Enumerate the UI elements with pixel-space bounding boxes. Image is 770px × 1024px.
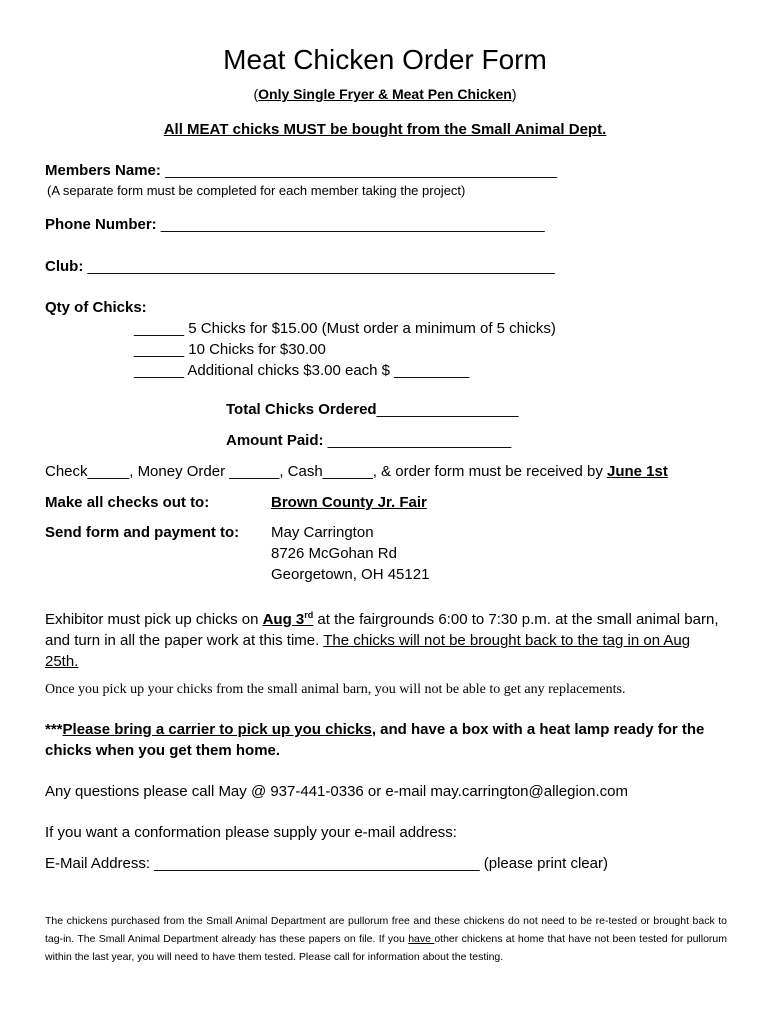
email-row [45,855,608,872]
total-chicks-row [226,401,518,418]
pullorum-footer [45,912,727,966]
email-hint: (please print clear) [479,855,608,872]
subtitle-text: Only Single Fryer & Meat Pen Chicken [258,86,512,102]
amount-paid-label: Amount Paid: [226,432,324,449]
amount-paid-field[interactable]: ______________________ [327,432,512,449]
carrier-rest: , and have a box with a heat lamp ready for the chicks when you get them home. [45,721,705,759]
pickup-text-1: Exhibitor must pick up chicks on [45,611,263,628]
footer-have: have [408,933,435,945]
qty-option-10[interactable]: ______ 10 Chicks for $30.00 [134,341,326,358]
member-name-row [45,162,557,179]
replacement-note: Once you pick up your chicks from the small animal barn, you will not be able to get any replacements. [45,682,626,697]
confirmation-prompt: If you want a conformation please supply your e-mail address: [45,824,457,841]
page-subtitle: (Only Single Fryer & Meat Pen Chicken) [253,86,517,102]
contact-line: Any questions please call May @ 937-441-0336 or e-mail may.carrington@allegion.com [45,783,628,800]
footer-text-2: other chickens at home that have not been tested for pullorum within the last year, you will need to have them tested. Please call for information about the testing. [45,933,727,963]
address-line-1: May Carrington [271,524,374,541]
pickup-date [263,611,314,628]
phone-field[interactable]: ______________________________________________ [160,216,545,233]
footer-text-1: The chickens purchased from the Small Animal Department are pullorum free and these chickens do not need to be re-tested or brought back to tag-in. The Small Animal Department already has these papers on file. If you [45,915,727,945]
club-row [45,258,555,275]
phone-label: Phone Number: [45,216,157,233]
club-label: Club: [45,258,84,275]
checks-payee: Brown County Jr. Fair [271,494,427,511]
carrier-underlined: Please bring a carrier to pick up you chicks [62,721,372,738]
qty-option-5[interactable]: ______ 5 Chicks for $15.00 (Must order a minimum of 5 chicks) [134,320,556,337]
total-chicks-field[interactable]: _________________ [376,401,519,418]
payment-methods-text: Check_____, Money Order ______, Cash______, & order form must be received by [45,463,607,480]
checks-label: Make all checks out to: [45,494,210,511]
purchase-notice: All MEAT chicks MUST be bought from the Small Animal Dept. [163,121,607,138]
address-line-2: 8726 McGohan Rd [271,545,397,562]
address-line-3: Georgetown, OH 45121 [271,566,430,583]
pickup-paragraph [45,605,727,672]
payment-methods-row [45,463,668,480]
member-name-label: Members Name: [45,162,161,179]
pickup-text-2: at the fairgrounds 6:00 to 7:30 p.m. at the small animal barn, and turn in all the paper work at this time. [45,611,719,649]
carrier-paragraph [45,719,727,761]
send-to-label: Send form and payment to: [45,524,240,541]
amount-paid-row [226,432,511,449]
page-title: Meat Chicken Order Form [223,44,547,75]
pickup-date-day: Aug 3 [262,611,305,628]
pickup-warning: The chicks will not be brought back to the tag in on Aug 25th. [45,632,691,670]
member-name-note: (A separate form must be completed for each member taking the project) [47,183,466,198]
email-field[interactable]: _______________________________________ [154,855,480,872]
pickup-date-suffix: rd [304,610,314,620]
carrier-stars: *** [45,721,63,738]
qty-label: Qty of Chicks: [45,299,147,316]
club-field[interactable]: ________________________________________________________ [87,258,555,275]
qty-option-additional[interactable]: ______ Additional chicks $3.00 each $ _________ [134,362,470,379]
email-label: E-Mail Address: [45,855,155,872]
total-chicks-label: Total Chicks Ordered [226,401,377,418]
phone-row [45,216,545,233]
deadline-date: June 1st [606,463,668,480]
member-name-field[interactable]: _______________________________________________ [165,162,558,179]
